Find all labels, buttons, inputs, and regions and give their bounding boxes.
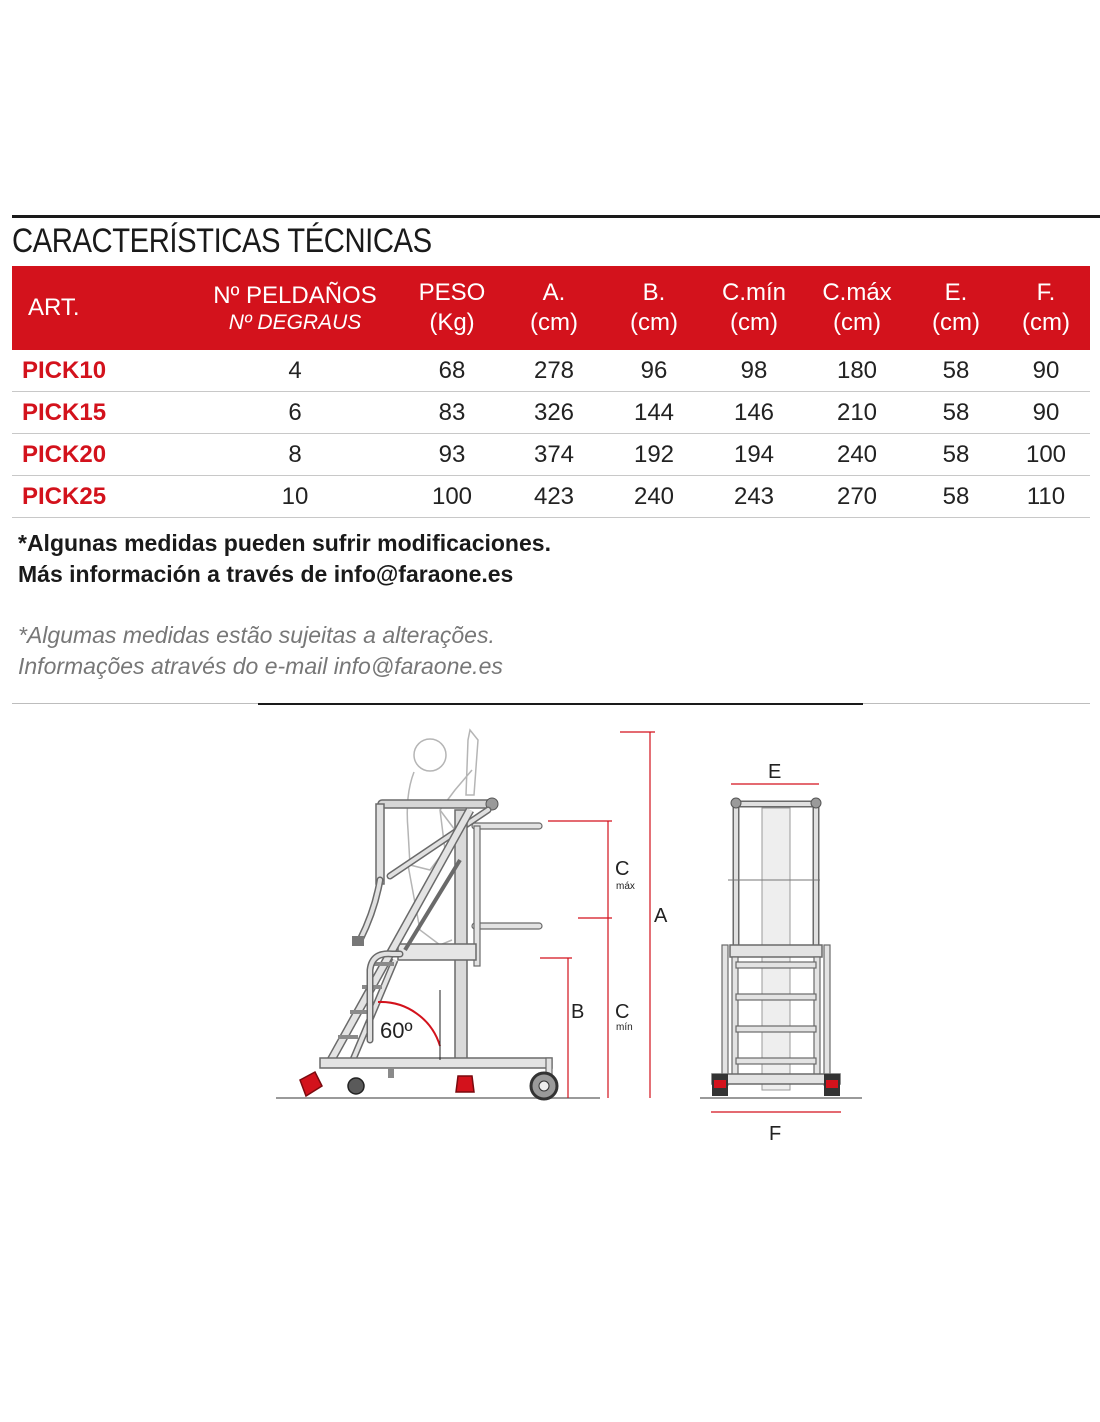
dimension-label-cmin-sub: mín	[616, 1022, 633, 1033]
cell-f: 90	[1002, 350, 1090, 392]
cell-cmax: 240	[804, 434, 910, 476]
dimension-lines	[540, 732, 655, 1098]
header-f: F. (cm)	[1002, 266, 1090, 350]
cell-cmin: 98	[704, 350, 804, 392]
ladder-diagram	[0, 700, 1100, 1160]
red-foot-icon	[300, 1072, 322, 1096]
dimension-label-cmax-sub: máx	[616, 881, 635, 892]
note-portuguese-line1: *Algumas medidas estão sujeitas a alterações.	[18, 622, 495, 648]
dimension-label-f: F	[769, 1123, 782, 1145]
cell-art: PICK15	[12, 392, 190, 434]
dimension-label-cmin: C	[615, 1001, 630, 1023]
cell-a: 326	[504, 392, 604, 434]
cell-e: 58	[910, 476, 1002, 518]
cell-art: PICK25	[12, 476, 190, 518]
cell-b: 192	[604, 434, 704, 476]
table-row	[12, 434, 1090, 476]
table-row	[12, 476, 1090, 518]
cell-e: 58	[910, 350, 1002, 392]
table-row	[12, 392, 1090, 434]
header-art: ART.	[12, 266, 190, 350]
cell-f: 90	[1002, 392, 1090, 434]
cell-cmin: 146	[704, 392, 804, 434]
cell-a: 423	[504, 476, 604, 518]
cell-steps: 8	[190, 434, 400, 476]
header-weight: PESO (Kg)	[400, 266, 504, 350]
red-foot-icon	[456, 1076, 474, 1092]
dimension-label-e: E	[768, 761, 782, 783]
header-cmax: C.máx (cm)	[804, 266, 910, 350]
header-cmin: C.mín (cm)	[704, 266, 804, 350]
cell-f: 100	[1002, 434, 1090, 476]
header-b: B. (cm)	[604, 266, 704, 350]
note-spanish-line1: *Algunas medidas pueden sufrir modificaciones.	[18, 530, 551, 556]
cell-art: PICK20	[12, 434, 190, 476]
cell-cmin: 194	[704, 434, 804, 476]
header-steps: Nº PELDAÑOS Nº DEGRAUS	[190, 266, 400, 350]
cell-a: 374	[504, 434, 604, 476]
cell-b: 240	[604, 476, 704, 518]
table-row	[12, 350, 1090, 392]
cell-b: 144	[604, 392, 704, 434]
cell-steps: 6	[190, 392, 400, 434]
ladder-front-view	[700, 761, 862, 1145]
dimension-label-cmax: C	[615, 858, 630, 880]
dimension-label-b: B	[571, 1001, 585, 1023]
ladder-side-view	[276, 730, 600, 1099]
cell-e: 58	[910, 392, 1002, 434]
cell-cmax: 180	[804, 350, 910, 392]
cell-art: PICK10	[12, 350, 190, 392]
note-spanish	[18, 528, 551, 590]
note-spanish-line2: Más información a través de info@faraone.es	[18, 561, 514, 587]
spec-table	[12, 266, 1090, 518]
dimension-label-a: A	[654, 905, 668, 927]
cell-weight: 68	[400, 350, 504, 392]
cell-b: 96	[604, 350, 704, 392]
cell-e: 58	[910, 434, 1002, 476]
page-title: CARACTERÍSTICAS TÉCNICAS	[12, 222, 432, 260]
cell-cmin: 243	[704, 476, 804, 518]
cell-steps: 4	[190, 350, 400, 392]
cell-steps: 10	[190, 476, 400, 518]
cell-cmax: 210	[804, 392, 910, 434]
note-portuguese-line2: Informações através do e-mail info@faraone.es	[18, 653, 503, 679]
header-e: E. (cm)	[910, 266, 1002, 350]
note-portuguese	[18, 620, 503, 682]
header-a: A. (cm)	[504, 266, 604, 350]
wheel-icon	[348, 1078, 364, 1094]
top-rule	[12, 215, 1100, 218]
cell-f: 110	[1002, 476, 1090, 518]
cell-weight: 93	[400, 434, 504, 476]
cell-a: 278	[504, 350, 604, 392]
cell-weight: 83	[400, 392, 504, 434]
angle-label: 60º	[380, 1018, 413, 1043]
cell-weight: 100	[400, 476, 504, 518]
cell-cmax: 270	[804, 476, 910, 518]
header-row	[12, 266, 1090, 350]
